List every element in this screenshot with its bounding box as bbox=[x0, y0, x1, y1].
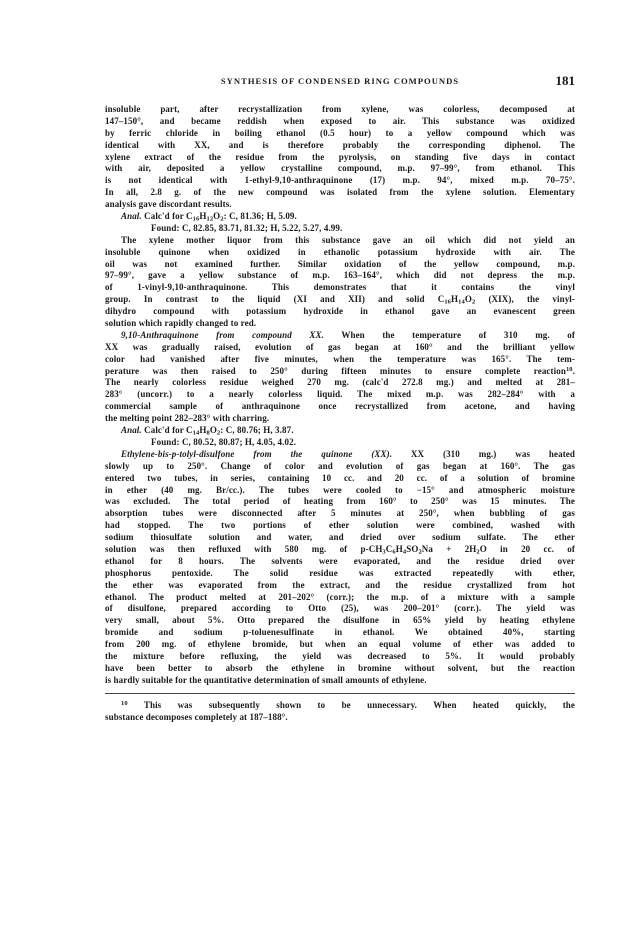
page-number: 181 bbox=[555, 73, 575, 88]
text-line: is hardly suitable for the quantitative determination of small amounts of ethylene. bbox=[105, 674, 427, 685]
section-title: Ethylene-bis-p-tolyl-disulfone from the quinone (XX). bbox=[121, 448, 393, 459]
subscript: 2 bbox=[476, 548, 480, 556]
subscript: 16 bbox=[444, 298, 452, 306]
text-line: of 1-vinyl-9,10-anthraquinone. This demonstrates that it contains the vinyl bbox=[105, 282, 575, 293]
formula-text: solution was then refluxed with 580 mg. of p-CH bbox=[105, 543, 383, 554]
line-text: perature was then raised to 250° during fifteen minutes to ensure complete reaction bbox=[105, 365, 566, 376]
subscript: 8 bbox=[206, 429, 210, 437]
formula-text: H bbox=[199, 425, 207, 436]
footnote-divider bbox=[105, 693, 575, 694]
formula-text: Calc'd for C bbox=[144, 211, 193, 222]
formula-text: : C, 80.76; H, 3.87. bbox=[220, 425, 294, 436]
subscript: 2 bbox=[216, 429, 221, 437]
text-line: sodium thiosulfate solution and water, and dried over sodium sulfate. The ether bbox=[105, 532, 575, 543]
text-line: have been better to absorb the ethylene in bromine without solvent, but the reaction bbox=[105, 662, 575, 673]
section-title: 9,10-Anthraquinone from compound XX. bbox=[121, 329, 324, 340]
text-line: The nearly colorless residue weighed 270 mg. (calc'd 272.8 mg.) and melted at 281– bbox=[105, 377, 575, 388]
formula-text: C bbox=[385, 543, 393, 554]
formula-text: : C, 81.36; H, 5.09. bbox=[223, 211, 297, 222]
formula-text: O bbox=[464, 294, 472, 305]
formula-text: H bbox=[199, 211, 207, 222]
analysis-found-line: Found: C, 80.52, 80.87; H, 4.05, 4.02. bbox=[151, 436, 297, 447]
text-line: 97–99°, gave a yellow substance of m.p. 163–164°, which did not depress the m.p. bbox=[105, 270, 575, 281]
text-line: by ferric chloride in boiling ethanol (0.5 hour) to a yellow compound which was bbox=[105, 127, 575, 138]
section-heading-line bbox=[105, 449, 575, 461]
text-line: absorption tubes were disconnected after 5 minutes at 250°, when bubbling of gas bbox=[105, 508, 575, 519]
text-line: In all, 2.8 g. of the new compound was isolated from the xylene solution. Elementary bbox=[105, 187, 575, 198]
subscript: 4 bbox=[402, 548, 407, 556]
subscript: 2 bbox=[471, 298, 476, 306]
text-line: color had vanished after five minutes, when the temperature was 165°. The tem- bbox=[105, 353, 575, 364]
text-line: ethanol for 8 hours. The solvents were evaporated, and the residue dried over bbox=[105, 555, 575, 566]
running-title: SYNTHESIS OF CONDENSED RING COMPOUNDS bbox=[220, 76, 460, 86]
formula-text: O in 20 cc. of bbox=[479, 543, 575, 554]
footnote-marker: 10 bbox=[121, 699, 128, 707]
text-line: XX was gradually raised, evolution of gas began at 160° and the brilliant yellow bbox=[105, 341, 575, 352]
section-text: XX (310 mg.) was heated bbox=[392, 448, 575, 459]
analysis-calc-line bbox=[105, 425, 575, 437]
analysis-label: Anal. bbox=[121, 211, 142, 222]
text-line: the ether was evaporated from the extract, and the residue crystallized from hot bbox=[105, 579, 575, 590]
section-heading-line bbox=[105, 330, 575, 342]
text-line: 147–150°, and became reddish when exposed to air. This substance was oxidized bbox=[105, 115, 575, 126]
analysis-found-line: Found: C, 82.85, 83.71, 81.32; H, 5.22, 5.27, 4.99. bbox=[151, 222, 343, 233]
formula-text: (XIX), the vinyl- bbox=[475, 294, 575, 305]
subscript: 3 bbox=[382, 548, 386, 556]
text-line: identical with XX, and is therefore probably the corresponding diphenol. The bbox=[105, 139, 575, 150]
text-line: in ether (40 mg. Br/cc.). The tubes were cooled to −15° and atmospheric moisture bbox=[105, 484, 575, 495]
analysis-calc-line bbox=[105, 211, 575, 223]
section-text: When the temperature of 310 mg. of bbox=[323, 329, 575, 340]
formula-text: SO bbox=[406, 543, 419, 554]
text-line: bromide and sodium p-toluenesulfinate in ethanol. We obtained 40%, starting bbox=[105, 627, 575, 638]
text-line: analysis gave discordant results. bbox=[105, 199, 232, 210]
footnote-reference: 10 bbox=[565, 365, 573, 373]
subscript: 2 bbox=[418, 548, 422, 556]
text-line: of disulfone, prepared according to Otto (25), was 200–201° (corr.). The yield was bbox=[105, 603, 575, 614]
text-line: had stopped. The two portions of ether solution were combined, washed with bbox=[105, 520, 575, 531]
subscript: 16 bbox=[192, 215, 200, 223]
text-line: very small, about 5%. Otto prepared the disulfone in 65% yield by heating ethylene bbox=[105, 615, 575, 626]
text-line: the mixture before refluxing, the yield was decreased to 5%. It would probably bbox=[105, 650, 575, 661]
formula-text: H bbox=[451, 294, 459, 305]
text-line: oil was not examined further. Similar oxidation of the yellow compound, m.p. bbox=[105, 258, 575, 269]
subscript: 14 bbox=[458, 298, 465, 306]
text-line: insoluble quinone when oxidized in ethanolic potassium hydroxide with air. The bbox=[105, 246, 575, 257]
text-line: commercial sample of anthraquinone once recrystallized from acetone, and having bbox=[105, 401, 575, 412]
subscript: 12 bbox=[206, 215, 214, 223]
text-line: dihydro compound with potassium hydroxide in ethanol gave an evanescent green bbox=[105, 306, 575, 317]
analysis-label: Anal. bbox=[121, 425, 142, 436]
footnote-ref-line bbox=[105, 366, 575, 378]
text-line: solution which rapidly changed to red. bbox=[105, 318, 257, 329]
formula-text: group. In contrast to the liquid (XI and XII) and solid C bbox=[105, 294, 445, 305]
footnote-text: This was subsequently shown to be unnecessary. When heated quickly, the bbox=[127, 699, 575, 710]
formula-line bbox=[105, 294, 575, 306]
body-text bbox=[105, 104, 575, 723]
formula-text: O bbox=[209, 425, 217, 436]
text-line: from 200 mg. of ethylene bromide, but when an equal volume of ether was added to bbox=[105, 639, 575, 650]
text-line: phosphorus pentoxide. The solid residue was extracted repeatedly with ether, bbox=[105, 567, 575, 578]
text-line: is not identical with 1-ethyl-9,10-anthraquinone (17) m.p. 94°, mixed m.p. 70–75°. bbox=[105, 175, 575, 186]
formula-text: Na + 2H bbox=[421, 543, 477, 554]
line-text: . bbox=[572, 365, 575, 376]
text-line: ethanol. The product melted at 201–202° (corr.); the m.p. of a mixture with a sample bbox=[105, 591, 575, 602]
text-line: The xylene mother liquor from this substance gave an oil which did not yield an bbox=[121, 234, 575, 245]
formula-text: O bbox=[213, 211, 221, 222]
subscript: 6 bbox=[392, 548, 396, 556]
text-line: the melting point 282–283° with charring. bbox=[105, 413, 270, 424]
formula-text: H bbox=[395, 543, 403, 554]
text-line: was excluded. The total period of heating from 160° to 250° was 15 minutes. The bbox=[105, 496, 575, 507]
subscript: 2 bbox=[220, 215, 224, 223]
footnote-text: substance decomposes completely at 187–188°. bbox=[105, 711, 288, 722]
text-line: with air, deposited a yellow crystalline compound, m.p. 97–99°, from ethanol. This bbox=[105, 163, 575, 174]
formula-text: Calc'd for C bbox=[144, 425, 193, 436]
text-line: slowly up to 250°. Change of color and evolution of gas began at 160°. The gas bbox=[105, 460, 575, 471]
text-line: xylene extract of the residue from the pyrolysis, on standing five days in contact bbox=[105, 151, 575, 162]
text-line: insoluble part, after recrystallization from xylene, was colorless, decomposed at bbox=[105, 104, 575, 114]
formula-line bbox=[105, 544, 575, 556]
text-line: 283° (uncorr.) to a nearly colorless liquid. The mixed m.p. was 282–284° with a bbox=[105, 389, 575, 400]
page-header bbox=[105, 73, 575, 92]
text-line: entered two tubes, in series, containing 10 cc. and 20 cc. of a solution of bromine bbox=[105, 472, 575, 483]
subscript: 14 bbox=[192, 429, 200, 437]
footnote bbox=[105, 700, 575, 712]
